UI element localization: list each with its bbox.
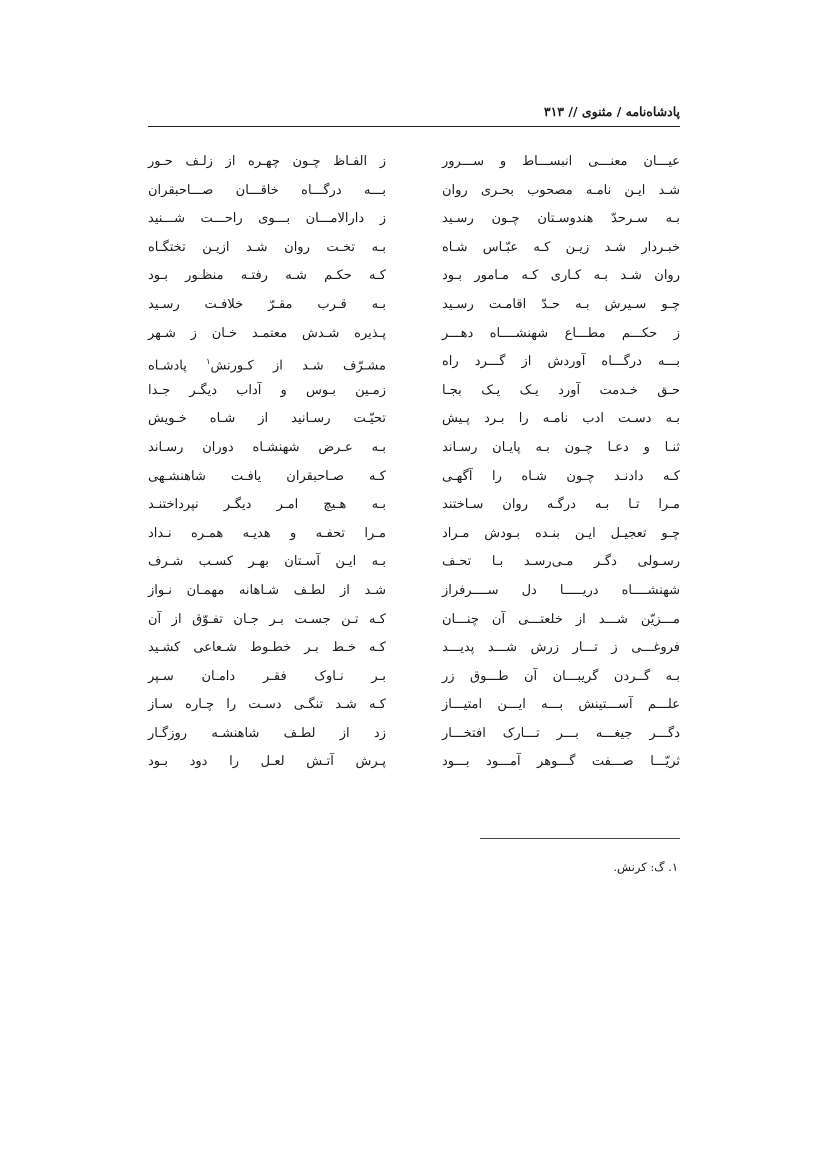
verse-line: بـه تخـت روان شـد ازیـن تختگـاه: [148, 239, 386, 255]
verse-line: فروغـــی ز تـــار زرش شـــد پدیـــد: [442, 640, 680, 656]
page-header: [148, 104, 680, 126]
verse-line: کـه دادنـد چـون شـاه را آگهـی: [442, 468, 680, 484]
verse-line: بـر نـاوک فقـر دامـان سـپر: [148, 668, 386, 684]
verse-line: زد از لطـف شاهنشـه روزگـار: [148, 725, 386, 741]
verse-line: چـو تعجیـل ایـن بنـده بـودش مـراد: [442, 525, 680, 541]
verse-line: شـد از لطـف شـاهانه مهمـان نـواز: [148, 582, 386, 598]
verse-line: علـــم آســـتینش بـــه ایـــن امتیـــاز: [442, 697, 680, 713]
verse-line-with-footnote: [148, 352, 386, 381]
verse-line: تحیّـت رسـانید از شـاه خـویش: [148, 411, 386, 427]
verse-line: کـه تـن جسـت بـر جـان تفـوّق از آن: [148, 611, 386, 627]
right-verse-column: [442, 152, 680, 781]
verse-line: زمـین بـوس و آداب دیگـر جـدا: [148, 382, 386, 398]
verse-line: مـرا تحفـه و هدیـه همـره نـداد: [148, 525, 386, 541]
verse-line: پـرش آتـش لعـل را دود بـود: [148, 754, 386, 770]
verse-line: ثریّـــا صـــفت گـــوهر آمـــود بـــود: [442, 754, 680, 770]
verse-text: مشـرّف شـد از کـورنش: [210, 358, 386, 374]
verse-line: حـق خـدمت آورد یـک یـک بجـا: [442, 382, 680, 398]
verse-line: مـــزیّن شـــد از خلعتـــی آن چنـــان: [442, 611, 680, 627]
verse-line: شـد ایـن نامـه مصحوب بحـری روان: [442, 182, 680, 198]
footnote-text: ۱. گ: کرنش.: [613, 860, 678, 874]
verse-line: کـه خـط بـر خطـوط شـعاعی کشـید: [148, 640, 386, 656]
verse-line: بـــه درگـــاه آوردش از گـــرد راه: [442, 354, 680, 370]
verse-line: بـه گــردن گریبـــان آن طـــوق زر: [442, 668, 680, 684]
verse-line: بـه سـرحدّ هندوسـتان چـون رسـید: [442, 211, 680, 227]
verse-line: مـرا تـا بـه درگـه روان سـاختند: [442, 497, 680, 513]
verse-line: ز دارالامـــان بـــوی راحـــت شـــنید: [148, 211, 386, 227]
left-verse-column: [148, 152, 386, 781]
verse-line: رسـولی دگـر مـی‌رسـد بـا تحـف: [442, 554, 680, 570]
verse-line: عیـــان معنـــی انبســـاط و ســـرور: [442, 154, 680, 169]
verse-line: بـه دسـت ادب نامـه را بـرد پـیش: [442, 411, 680, 427]
verse-line: روان شـد بـه کـاری کـه مـامور بـود: [442, 268, 680, 284]
verse-line: ز حکـــم مطـــاع شهنشــــاه دهـــر: [442, 325, 680, 341]
verse-line: پـذیره شـدش معتمـد خـان ز شـهر: [148, 325, 386, 341]
verse-line: بـه عـرض شهنشـاه دوران رسـاند: [148, 439, 386, 455]
verse-text-tail: پادشـاه: [148, 358, 187, 374]
verse-line: کـه حکـم شـه رفتـه منظـور بـود: [148, 268, 386, 284]
verse-line: کـه صـاحبقران یافـت شاهنشـهی: [148, 468, 386, 484]
verse-line: چـو سـیرش بـه حـدّ اقامـت رسـید: [442, 296, 680, 312]
footnote-rule: [480, 838, 680, 839]
running-header-title: پادشاه‌نامه / مثنوی // ۳۱۳: [543, 104, 680, 119]
verse-line: کـه شـد تنگـی دسـت را چـاره سـاز: [148, 697, 386, 713]
header-rule: [148, 126, 680, 127]
verse-line: بـه ایـن آسـتان بهـر کسـب شـرف: [148, 554, 386, 570]
verse-line: بـــه درگـــاه خاقـــان صـــاحبقران: [148, 182, 386, 198]
verse-line: بـه قـرب مقـرّ خلافـت رسـید: [148, 296, 386, 312]
verse-line: بـه هـیچ امـر دیگـر نپرداختنـد: [148, 497, 386, 513]
verse-line: ثنـا و دعـا چـون بـه پایـان رسـاند: [442, 439, 680, 455]
verse-line: شهنشــــاه دریـــــا دل ســــرفراز: [442, 582, 680, 598]
verse-line: خبـردار شـد زیـن کـه عبّـاس شـاه: [442, 239, 680, 255]
verse-line: ز الفـاظ چـون چهـره از زلـف حـور: [148, 154, 386, 169]
verse-line: دگـــر جیغـــه بـــر تـــارک افتخـــار: [442, 725, 680, 741]
footnote-marker: ۱: [206, 357, 211, 367]
